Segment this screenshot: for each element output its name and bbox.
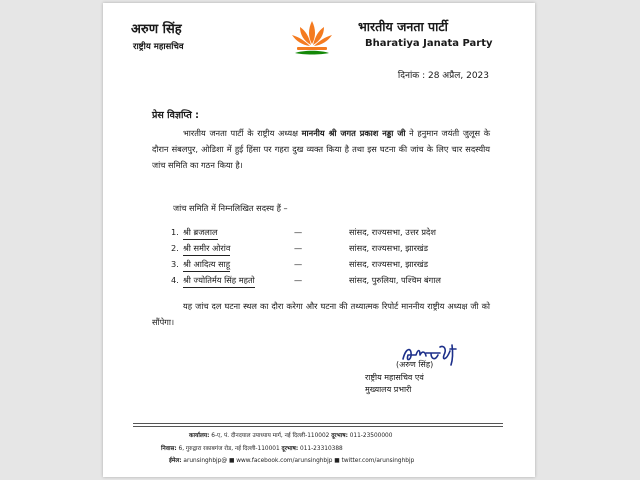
member-name: श्री ज्योतिर्मय सिंह महतो (183, 275, 255, 288)
member-role: सांसद, राज्यसभा, झारखंड (349, 243, 428, 253)
member-name: श्री आदित्य साहू (183, 259, 230, 272)
signatory-designation-1: राष्ट्रीय महासचिव एवं (365, 373, 424, 382)
member-dash: — (294, 275, 303, 285)
member-number: 3. (171, 259, 179, 269)
member-number: 2. (171, 243, 179, 253)
sender-name: अरुण सिंह (131, 22, 182, 37)
twitter-icon: ■ (334, 458, 340, 464)
party-name-hindi: भारतीय जनता पार्टी (358, 19, 448, 34)
facebook-icon: ■ (228, 458, 235, 464)
body-paragraph (152, 125, 490, 173)
letter-page (103, 3, 535, 477)
office-phone-label: दूरभाष: (331, 433, 348, 439)
residence-phone-label: दूरभाष: (281, 446, 299, 452)
member-row-4 (171, 275, 481, 291)
email-link[interactable]: arunsinghbjp@ (183, 458, 228, 464)
office-address: 6-ए, पं. दीनदयाल उपाध्याय मार्ग, नई दिल्ली-110002 (211, 433, 330, 439)
office-phone: 011-23500000 (349, 433, 393, 439)
member-name: श्री समीर ओरांव (183, 243, 230, 256)
residence-label: निवास: (161, 446, 177, 452)
residence-address: 6, गुरुद्वारा रकाबगंज रोड, नई दिल्ली-110001 (178, 446, 280, 452)
member-role: सांसद, राज्यसभा, उत्तर प्रदेश (349, 227, 436, 237)
signatory-name: (अरुण सिंह) (396, 360, 434, 369)
lotus-logo-icon (287, 17, 337, 57)
member-row-1 (171, 227, 481, 243)
member-row-3 (171, 259, 481, 275)
para-text-bold: माननीय श्री जगत प्रकाश नड्डा जी (301, 128, 406, 138)
member-number: 1. (171, 227, 179, 237)
footer-contact-line (169, 456, 414, 464)
date-line: दिनांक : 28 अप्रैल, 2023 (397, 71, 489, 81)
office-label: कार्यालय: (189, 433, 210, 439)
twitter-link[interactable]: twitter.com/arunsinghbjp (341, 458, 415, 464)
sender-designation: राष्ट्रीय महासचिव (133, 42, 184, 52)
committee-intro: जांच समिति में निम्नलिखित सदस्य हैं – (173, 203, 288, 213)
email-label: ईमेल: (169, 458, 182, 464)
footer-rule-top (133, 423, 503, 424)
closing-text: यह जांच दल घटना स्थल का दौरा करेगा और घटना की तथ्यात्मक रिपोर्ट माननीय राष्ट्रीय अध्यक्ष जी को सौंपेगा। (152, 301, 490, 327)
residence-phone: 011-23310388 (300, 446, 343, 452)
closing-paragraph (152, 298, 490, 330)
para-text-start: भारतीय जनता पार्टी के राष्ट्रीय अध्यक्ष (183, 128, 302, 138)
member-dash: — (294, 259, 303, 269)
member-name: श्री ब्रजलाल (183, 227, 218, 240)
footer-office-line (189, 431, 392, 439)
member-dash: — (294, 227, 303, 237)
member-role: सांसद, राज्यसभा, झारखंड (349, 259, 428, 269)
footer-rule-bottom (133, 426, 503, 427)
member-number: 4. (171, 275, 179, 285)
member-dash: — (294, 243, 303, 253)
para-text-end: ने हनुमान जयंती जुलूस के दौरान संबलपुर, ओडिशा में हुई हिंसा पर गहरा दुख व्यक्त किया है तथा इस घटना की जांच के लिए चार सदस्यीय जांच समिति का गठन किया है। (152, 128, 490, 170)
party-name-english: Bharatiya Janata Party (365, 38, 493, 49)
member-role: सांसद, पुरुलिया, पश्चिम बंगाल (349, 275, 441, 285)
footer-residence-line (161, 444, 343, 452)
signatory-designation-2: मुख्यालय प्रभारी (365, 385, 412, 394)
facebook-link[interactable]: www.facebook.com/arunsinghbjp (236, 458, 333, 464)
press-release-heading: प्रेस विज्ञप्ति : (152, 110, 199, 121)
member-row-2 (171, 243, 481, 259)
